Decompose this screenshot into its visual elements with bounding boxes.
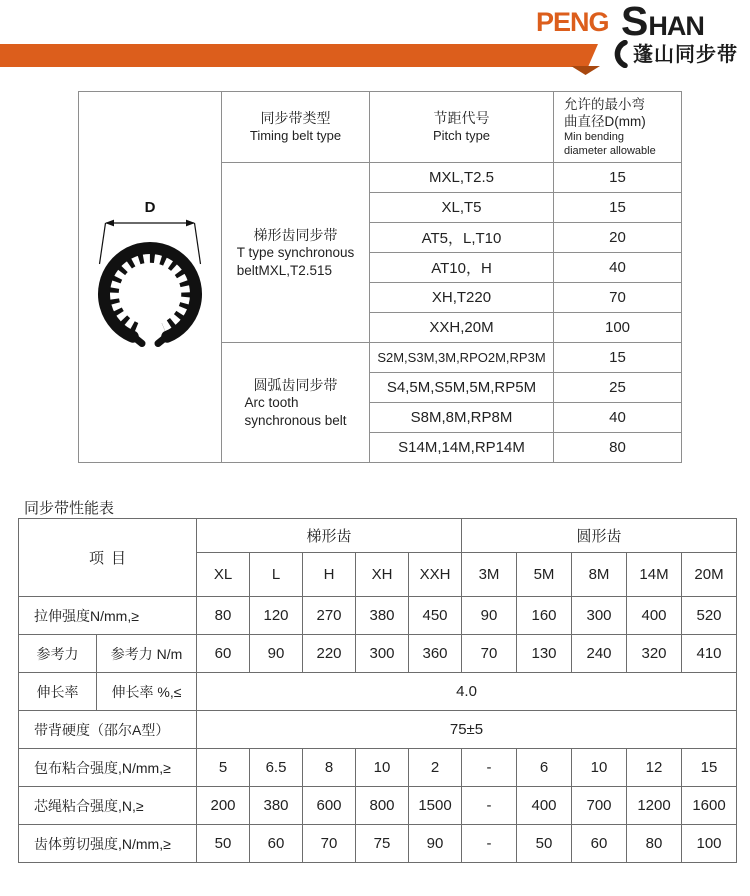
value-cell: 10 [572, 749, 627, 787]
value-cell: 520 [682, 597, 737, 635]
value-cell: 600 [303, 787, 356, 825]
pitch-cell: S2M,S3M,3M,RPO2M,RP3M [370, 343, 554, 373]
value-cell: 200 [197, 787, 250, 825]
value-cell: 100 [682, 825, 737, 863]
header-ribbon [0, 44, 598, 67]
col-header: 3M [462, 553, 517, 597]
logo-shan-rest: HAN [648, 11, 704, 41]
performance-table-title: 同步带性能表 [24, 500, 115, 517]
value-cell: 300 [356, 635, 409, 673]
col-header: 5M [517, 553, 572, 597]
belt-teeth [114, 258, 186, 327]
diameter-cell: 40 [554, 403, 682, 433]
belt-end-right [158, 337, 166, 344]
diameter-cell: 80 [554, 433, 682, 463]
col-header: 14M [627, 553, 682, 597]
span-value-cell: 4.0 [197, 673, 737, 711]
value-cell: 1600 [682, 787, 737, 825]
performance-table [18, 518, 737, 863]
section-label-trapezoid-belt [222, 163, 370, 343]
value-cell: 5 [197, 749, 250, 787]
col-header-pitch [370, 92, 554, 163]
row-label-tensile-strength: 拉伸强度N/mm,≥ [19, 597, 197, 635]
dimension-arrowhead-left [105, 219, 114, 226]
row-label-elongation: 伸长率 [19, 673, 97, 711]
row-label-fabric-adhesion: 包布粘合强度,N/mm,≥ [19, 749, 197, 787]
value-cell: 360 [409, 635, 462, 673]
value-cell: 380 [356, 597, 409, 635]
diameter-cell: 100 [554, 313, 682, 343]
row-label-cord-adhesion: 芯绳粘合强度,N,≥ [19, 787, 197, 825]
row-label-tooth-shear: 齿体剪切强度,N/mm,≥ [19, 825, 197, 863]
diameter-cell: 15 [554, 193, 682, 223]
value-cell: 90 [409, 825, 462, 863]
value-cell: 80 [197, 597, 250, 635]
span-value-cell: 75±5 [197, 711, 737, 749]
value-cell: 270 [303, 597, 356, 635]
value-cell: 320 [627, 635, 682, 673]
pitch-cell: AT10，H [370, 253, 554, 283]
diameter-cell: 40 [554, 253, 682, 283]
value-cell: 1500 [409, 787, 462, 825]
section-label-en2: beltMXL,T2.515 [236, 262, 333, 278]
diameter-header-en2: diameter allowable [564, 144, 656, 157]
value-cell: 70 [303, 825, 356, 863]
group-header-trapezoid: 梯形齿 [197, 519, 462, 553]
belt-type-header-en: Timing belt type [249, 128, 342, 143]
col-header: XL [197, 553, 250, 597]
value-cell: 90 [462, 597, 517, 635]
value-cell: 400 [627, 597, 682, 635]
belt-spec-table [78, 91, 682, 463]
pitch-header-cn: 节距代号 [433, 110, 490, 127]
value-cell: 400 [517, 787, 572, 825]
belt-cross-section-diagram [93, 196, 207, 354]
col-header: L [250, 553, 303, 597]
diameter-cell: 20 [554, 223, 682, 253]
value-cell: 410 [682, 635, 737, 673]
diameter-header-cn2: 曲直径D(mm) [564, 114, 646, 130]
row-sublabel-elongation: 伸长率 %,≤ [97, 673, 197, 711]
value-cell: - [462, 749, 517, 787]
pitch-cell: S8M,8M,RP8M [370, 403, 554, 433]
value-cell: 60 [197, 635, 250, 673]
pitch-cell: XL,T5 [370, 193, 554, 223]
diameter-cell: 15 [554, 163, 682, 193]
logo-chinese-name: 蓬山同步带 [633, 44, 738, 66]
value-cell: 70 [462, 635, 517, 673]
pitch-cell: S4,5M,S5M,5M,RP5M [370, 373, 554, 403]
value-cell: 10 [356, 749, 409, 787]
value-cell: 380 [250, 787, 303, 825]
group-header-round: 圆形齿 [462, 519, 737, 553]
diameter-header-en1: Min bending [564, 130, 624, 143]
col-header: XXH [409, 553, 462, 597]
pitch-cell: XXH,20M [370, 313, 554, 343]
value-cell: - [462, 825, 517, 863]
value-cell: 160 [517, 597, 572, 635]
col-header-diameter [554, 92, 682, 163]
dimension-arrowhead-right [186, 219, 195, 226]
value-cell: 800 [356, 787, 409, 825]
value-cell: 130 [517, 635, 572, 673]
row-label-back-hardness: 带背硬度（邵尔A型） [19, 711, 197, 749]
value-cell: 120 [250, 597, 303, 635]
pitch-header-en: Pitch type [432, 128, 491, 143]
section-label-en1: T type synchronous [236, 245, 355, 261]
value-cell: 1200 [627, 787, 682, 825]
value-cell: 240 [572, 635, 627, 673]
col-header: XH [356, 553, 409, 597]
value-cell: 220 [303, 635, 356, 673]
diameter-cell: 15 [554, 343, 682, 373]
col-header: 8M [572, 553, 627, 597]
logo-peng-text: PENG [536, 7, 609, 37]
value-cell: 2 [409, 749, 462, 787]
header-ribbon-fold [571, 66, 600, 75]
belt-diagram-cell [79, 92, 222, 463]
section-label-en2: synchronous belt [244, 412, 347, 428]
value-cell: 8 [303, 749, 356, 787]
value-cell: 75 [356, 825, 409, 863]
diameter-cell: 25 [554, 373, 682, 403]
value-cell: 700 [572, 787, 627, 825]
value-cell: 6.5 [250, 749, 303, 787]
item-header: 项目 [19, 519, 197, 597]
col-header: 20M [682, 553, 737, 597]
col-header: H [303, 553, 356, 597]
section-label-arc-belt [222, 343, 370, 463]
logo-shan-initial: S [621, 0, 649, 44]
value-cell: 80 [627, 825, 682, 863]
value-cell: 50 [197, 825, 250, 863]
diameter-dimension-label: D [144, 198, 156, 216]
extension-line-right [195, 223, 201, 264]
value-cell: 50 [517, 825, 572, 863]
pitch-cell: XH,T220 [370, 283, 554, 313]
pitch-cell: MXL,T2.5 [370, 163, 554, 193]
value-cell: 6 [517, 749, 572, 787]
belt-type-header-cn: 同步带类型 [260, 110, 331, 127]
section-label-cn: 梯形齿同步带 [253, 226, 338, 243]
diameter-cell: 70 [554, 283, 682, 313]
value-cell: - [462, 787, 517, 825]
section-label-cn: 圆弧齿同步带 [253, 376, 338, 393]
value-cell: 15 [682, 749, 737, 787]
row-sublabel-reference-force: 参考力 N/m [97, 635, 197, 673]
value-cell: 90 [250, 635, 303, 673]
col-header-belt-type [222, 92, 370, 163]
belt-end-left [134, 337, 142, 344]
value-cell: 12 [627, 749, 682, 787]
diameter-header-cn1: 允许的最小弯 [564, 96, 645, 112]
value-cell: 300 [572, 597, 627, 635]
section-label-en1: Arc tooth [244, 395, 299, 411]
pitch-cell: AT5，L,T10 [370, 223, 554, 253]
value-cell: 450 [409, 597, 462, 635]
logo-crescent-icon [607, 40, 629, 68]
row-label-reference-force: 参考力 [19, 635, 97, 673]
logo-shan-text [621, 1, 704, 42]
pitch-cell: S14M,14M,RP14M [370, 433, 554, 463]
value-cell: 60 [250, 825, 303, 863]
extension-line-left [100, 223, 106, 264]
value-cell: 60 [572, 825, 627, 863]
